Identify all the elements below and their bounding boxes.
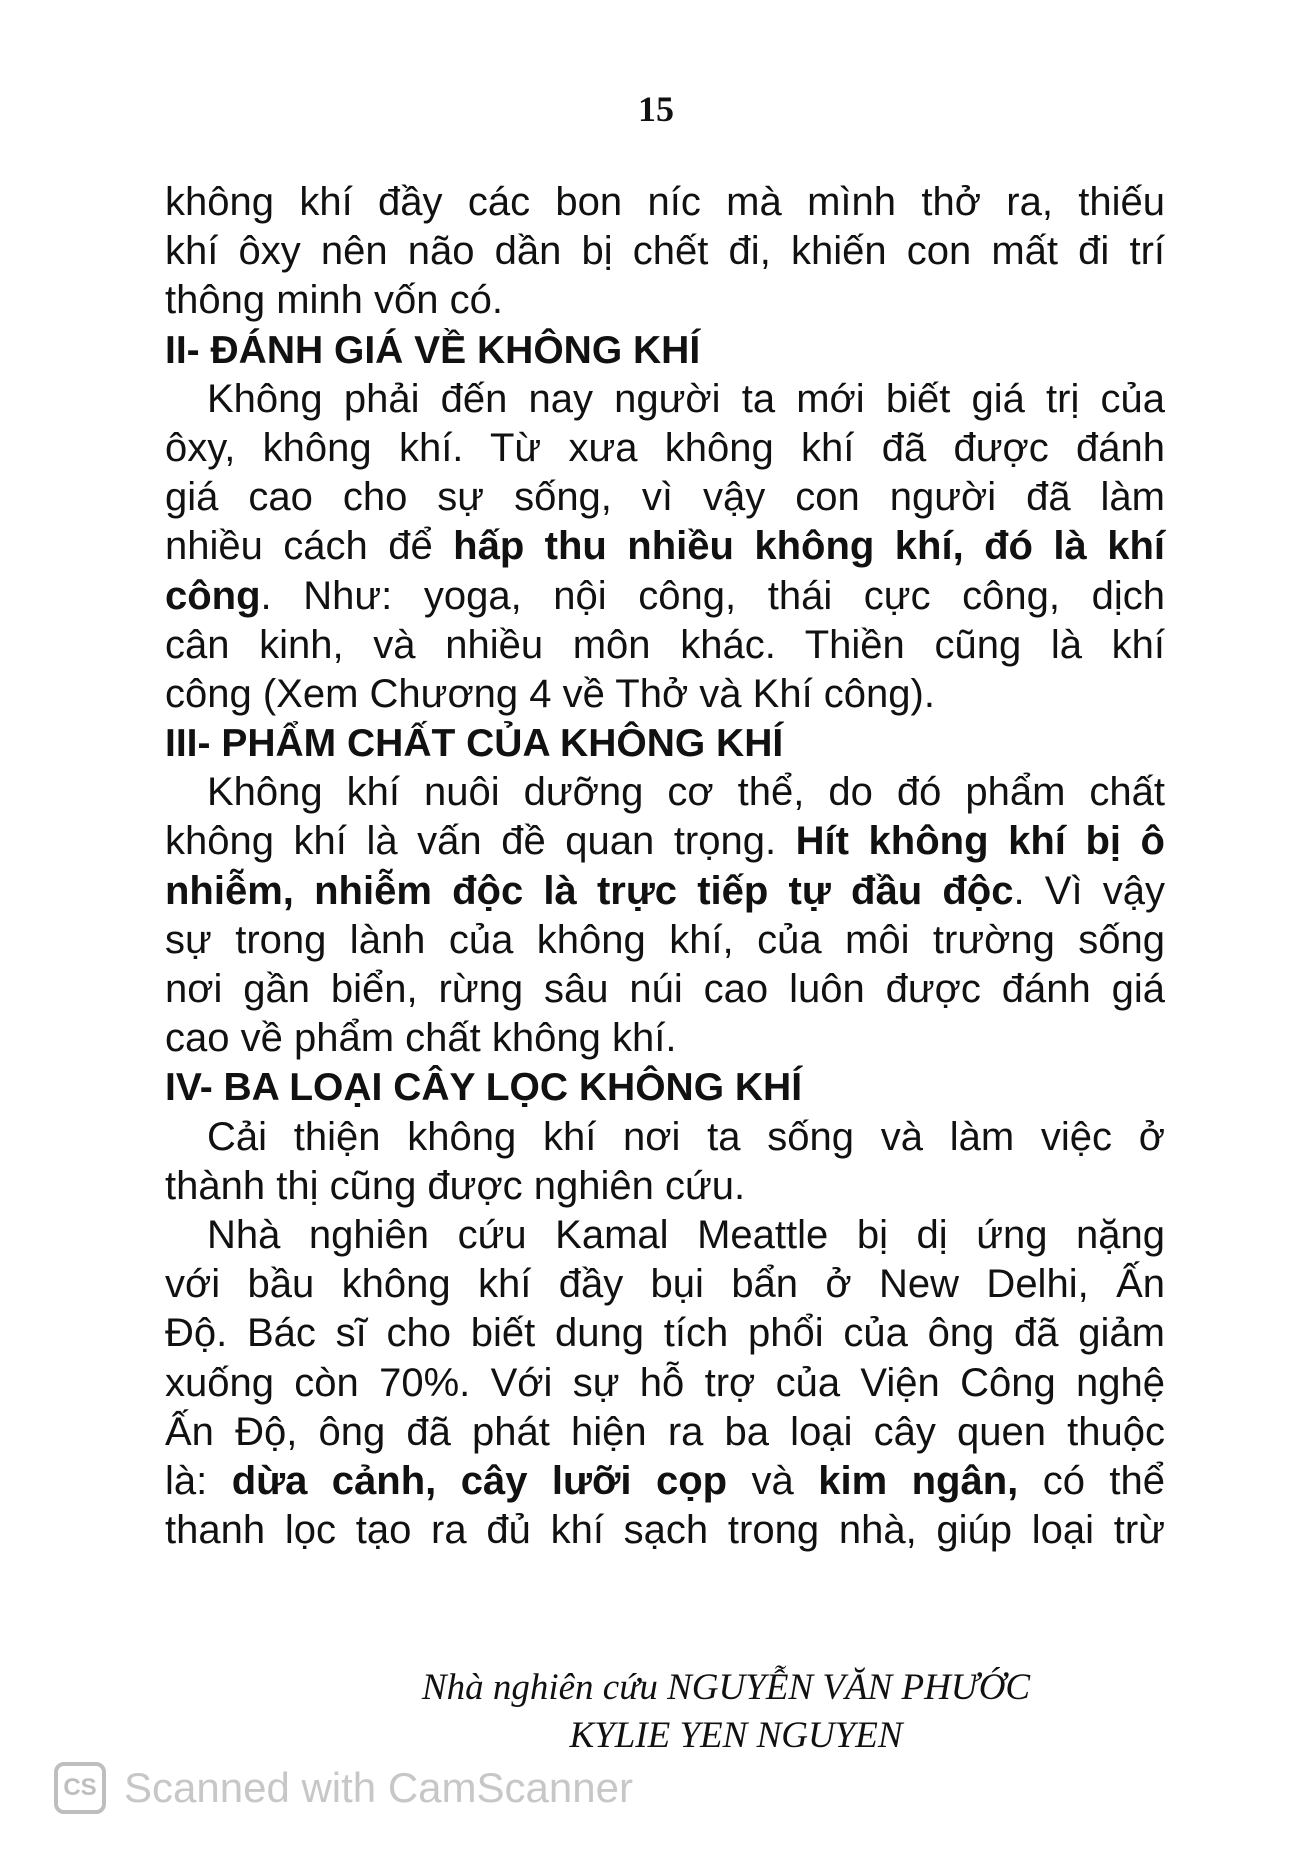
text-line xyxy=(165,1408,1165,1457)
text-run: thành thị cũng được nghiên cứu. xyxy=(165,1163,746,1208)
watermark-text: Scanned with CamScanner xyxy=(124,1764,633,1811)
text-line xyxy=(165,522,1165,571)
bold-text: IV- BA LOẠI CÂY LỌC KHÔNG KHÍ xyxy=(165,1066,803,1110)
text-line xyxy=(165,965,1165,1014)
text-run: giá cao cho sự sống, vì vậy con người đã làm xyxy=(165,475,1165,520)
text-run: là: xyxy=(165,1458,232,1503)
text-run: thanh lọc tạo ra đủ khí sạch trong nhà, giúp loại trừ xyxy=(165,1508,1165,1553)
bold-text: III- PHẨM CHẤT CỦA KHÔNG KHÍ xyxy=(165,722,784,766)
author-footer xyxy=(0,1664,1312,1760)
text-line xyxy=(165,1211,1165,1260)
text-line xyxy=(165,867,1165,916)
text-line xyxy=(165,1309,1165,1358)
bold-text: dừa cảnh, cây lưỡi cọp xyxy=(231,1458,728,1503)
section-heading xyxy=(165,1063,1165,1112)
footer-author-line-2: KYLIE YEN NGUYEN xyxy=(569,1715,903,1756)
bold-text: II- ĐÁNH GIÁ VỀ KHÔNG KHÍ xyxy=(165,328,701,372)
text-run: Không phải đến nay người ta mới biết giá trị của xyxy=(207,376,1165,421)
camscanner-watermark xyxy=(54,1758,633,1818)
text-run: không khí là vấn đề quan trọng. xyxy=(165,819,796,864)
text-run: nơi gần biển, rừng sâu núi cao luôn được đánh giá xyxy=(165,967,1165,1011)
text-line xyxy=(165,424,1165,473)
text-run: Nhà nghiên cứu Kamal Meattle bị dị ứng nặng xyxy=(207,1212,1165,1257)
text-run: cao về phẩm chất không khí. xyxy=(165,1016,677,1061)
text-line xyxy=(165,1457,1165,1506)
page-number: 15 xyxy=(638,89,674,129)
body-text xyxy=(165,178,1165,1555)
text-line xyxy=(165,473,1165,522)
section-heading xyxy=(165,326,1165,375)
text-run: Không khí nuôi dưỡng cơ thể, do đó phẩm chất xyxy=(207,770,1165,815)
text-run: Ấn Độ, ông đã phát hiện ra ba loại cây quen thuộc xyxy=(165,1409,1165,1454)
bold-text: công xyxy=(165,573,261,618)
text-line xyxy=(165,1113,1165,1162)
text-run: và xyxy=(727,1458,819,1503)
text-line xyxy=(165,227,1165,276)
text-run: nhiều cách để xyxy=(165,524,454,569)
text-run: . Như: yoga, nội công, thái cực công, dịch xyxy=(260,573,1165,618)
camscanner-logo-icon: CS xyxy=(54,1762,106,1814)
bold-text: Hít không khí bị ô xyxy=(795,819,1165,864)
text-line xyxy=(165,178,1165,227)
text-run: khí ôxy nên não dần bị chết đi, khiến con mất đi trí xyxy=(165,229,1165,274)
text-run: có thể xyxy=(1018,1458,1166,1503)
text-line xyxy=(165,768,1165,817)
text-run: Cải thiện không khí nơi ta sống và làm việc ở xyxy=(207,1114,1165,1159)
text-line xyxy=(165,621,1165,670)
bold-text: hấp thu nhiều không khí, đó là khí xyxy=(453,524,1165,569)
text-run: thông minh vốn có. xyxy=(165,278,503,323)
text-line xyxy=(165,1162,1165,1211)
section-heading xyxy=(165,719,1165,768)
text-run: sự trong lành của không khí, của môi trường sống xyxy=(165,917,1165,962)
text-line xyxy=(165,276,1165,325)
text-run: công (Xem Chương 4 về Thở và Khí công). xyxy=(165,671,935,716)
bold-text: kim ngân, xyxy=(818,1458,1019,1503)
text-line xyxy=(165,1506,1165,1555)
text-line xyxy=(165,1014,1165,1063)
text-run: . Vì vậy xyxy=(1013,868,1165,913)
text-run: với bầu không khí đầy bụi bẩn ở New Delhi, Ấn xyxy=(165,1262,1165,1307)
text-run: không khí đầy các bon níc mà mình thở ra, thiếu xyxy=(165,180,1165,224)
text-line xyxy=(165,1359,1165,1408)
text-line xyxy=(165,670,1165,719)
text-line xyxy=(165,1260,1165,1309)
footer-author-line-1: Nhà nghiên cứu NGUYỄN VĂN PHƯỚC xyxy=(421,1667,1031,1708)
text-line xyxy=(165,817,1165,866)
text-line xyxy=(165,916,1165,965)
text-run: cân kinh, và nhiều môn khác. Thiền cũng là khí xyxy=(165,622,1165,667)
text-run: ôxy, không khí. Từ xưa không khí đã được đánh xyxy=(165,425,1165,470)
text-line xyxy=(165,572,1165,621)
text-run: Độ. Bác sĩ cho biết dung tích phổi của ông đã giảm xyxy=(165,1311,1165,1356)
text-run: xuống còn 70%. Với sự hỗ trợ của Viện Công nghệ xyxy=(165,1360,1165,1405)
bold-text: nhiễm, nhiễm độc là trực tiếp tự đầu độc xyxy=(165,868,1014,913)
text-line xyxy=(165,375,1165,424)
